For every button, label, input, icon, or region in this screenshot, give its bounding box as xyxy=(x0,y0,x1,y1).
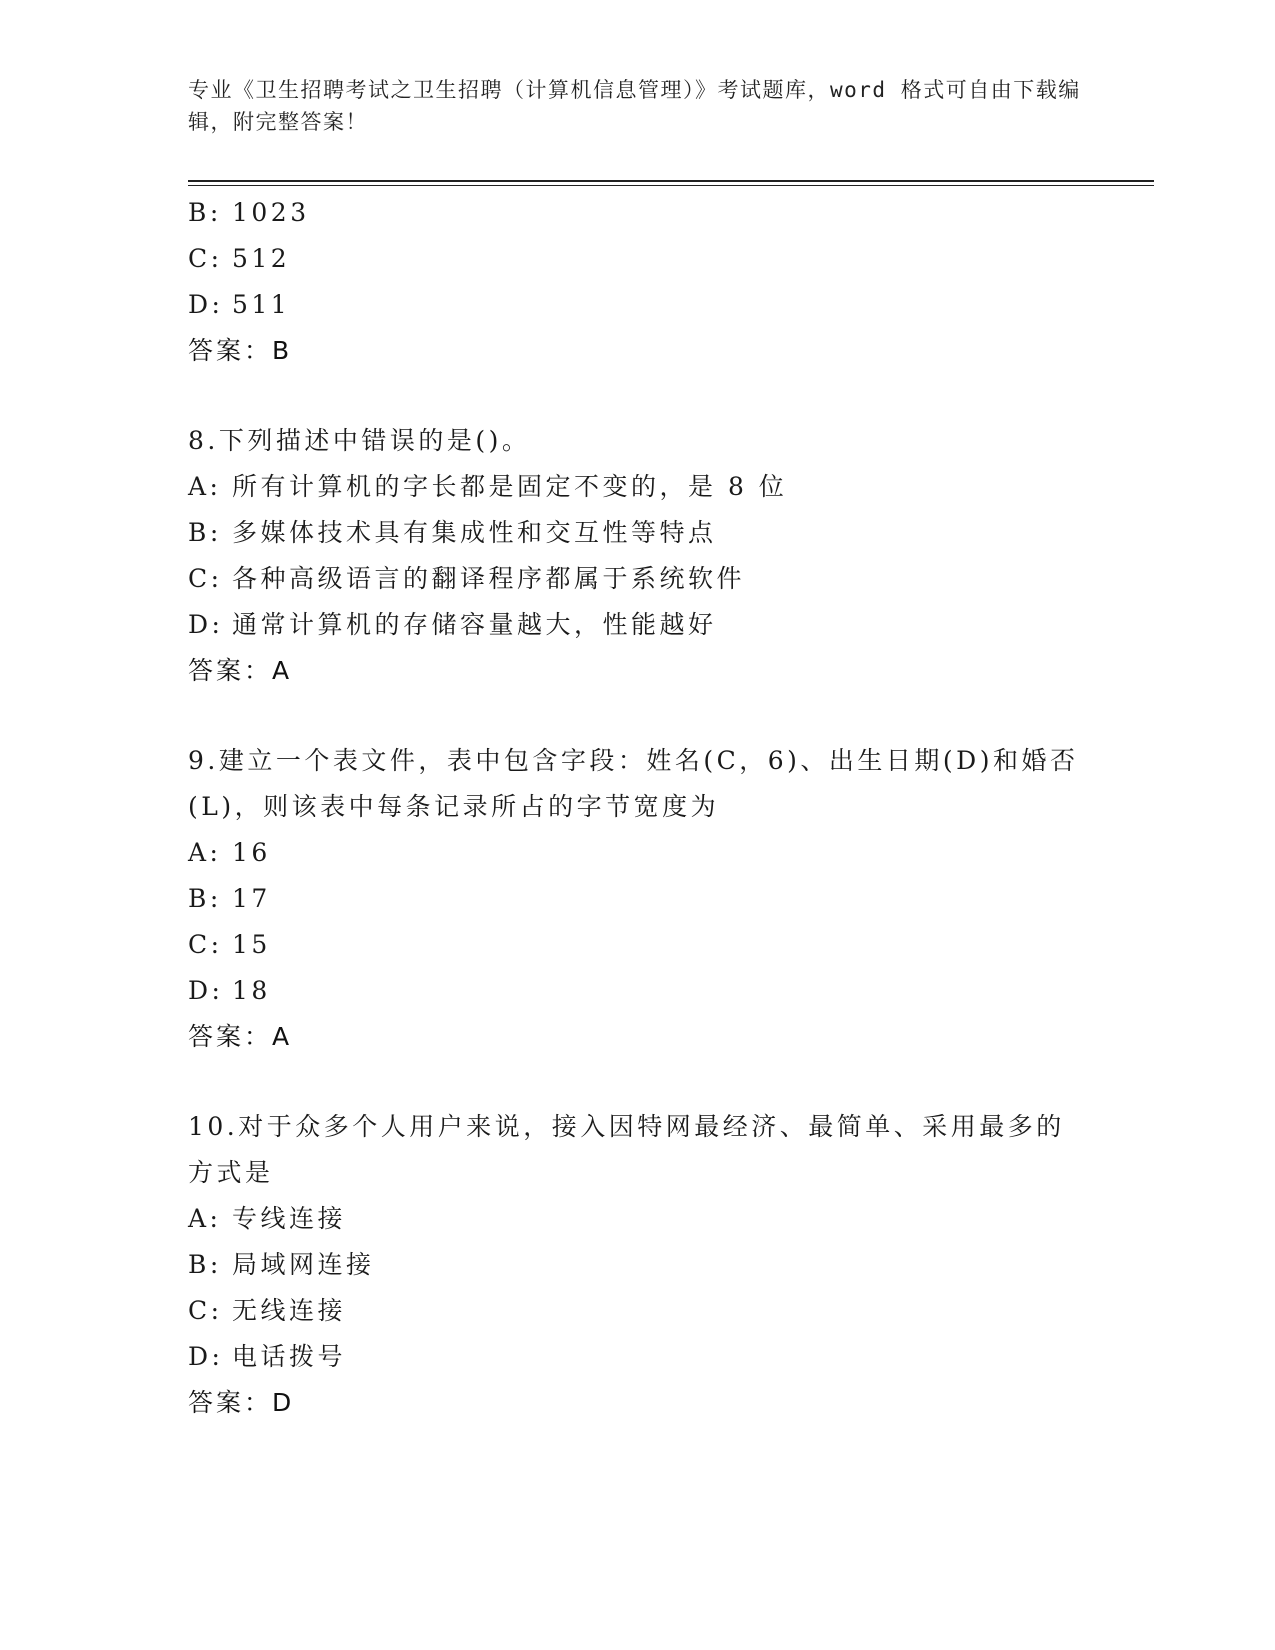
option-d: D: 电话拨号 xyxy=(188,1342,347,1371)
option-b: B: 1023 xyxy=(188,198,310,227)
option-a: A: 专线连接 xyxy=(188,1204,347,1233)
option-b: B: 多媒体技术具有集成性和交互性等特点 xyxy=(188,518,717,547)
question-10 xyxy=(188,1104,1088,1426)
option-c: C: 各种高级语言的翻译程序都属于系统软件 xyxy=(188,564,746,593)
document-header: 专业《卫生招聘考试之卫生招聘（计算机信息管理）》考试题库，word 格式可自由下载编辑，附完整答案！ xyxy=(188,78,1081,134)
option-c: C: 无线连接 xyxy=(188,1296,347,1325)
answer: 答案：A xyxy=(188,1022,293,1051)
question-stem: 8.下列描述中错误的是()。 xyxy=(188,426,531,455)
header-divider-thin xyxy=(188,185,1154,186)
option-c: C: 512 xyxy=(188,244,291,273)
question-stem: 10.对于众多个人用户来说，接入因特网最经济、最简单、采用最多的方式是 xyxy=(188,1112,1065,1187)
option-a: A: 所有计算机的字长都是固定不变的，是 8 位 xyxy=(188,472,788,501)
question-stem: 9.建立一个表文件，表中包含字段：姓名(C，6)、出生日期(D)和婚否(L)，则该表中每条记录所占的字节宽度为 xyxy=(188,746,1079,821)
option-b: B: 局域网连接 xyxy=(188,1250,375,1279)
option-b: B: 17 xyxy=(188,884,271,913)
header-divider-thick xyxy=(188,180,1154,182)
answer: 答案：B xyxy=(188,336,293,365)
option-d: D: 511 xyxy=(188,290,291,319)
option-a: A: 16 xyxy=(188,838,271,867)
answer: 答案：D xyxy=(188,1388,295,1417)
question-list xyxy=(188,190,1088,1426)
question-9 xyxy=(188,738,1088,1060)
option-c: C: 15 xyxy=(188,930,271,959)
option-d: D: 18 xyxy=(188,976,271,1005)
question-7-continued xyxy=(188,190,1088,374)
answer: 答案：A xyxy=(188,656,293,685)
option-d: D: 通常计算机的存储容量越大，性能越好 xyxy=(188,610,717,639)
question-8 xyxy=(188,418,1088,694)
